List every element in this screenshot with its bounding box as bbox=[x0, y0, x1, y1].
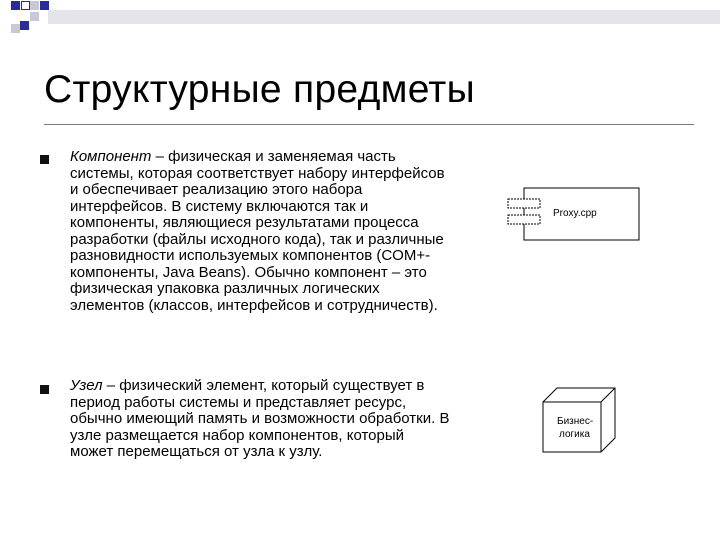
term-node: Узел bbox=[70, 377, 103, 394]
decor-square-outline bbox=[22, 2, 30, 10]
node-diagram bbox=[535, 380, 625, 455]
component-port-top bbox=[508, 199, 540, 208]
component-diagram bbox=[500, 180, 645, 245]
bullet-marker-1 bbox=[40, 155, 49, 164]
slide-title: Структурные предметы bbox=[44, 68, 475, 111]
node-label-line1: Бизнес- bbox=[557, 416, 594, 427]
decor-top-bar bbox=[48, 10, 720, 24]
title-divider bbox=[44, 124, 694, 125]
component-port-bottom bbox=[508, 215, 540, 224]
bullet-text-node bbox=[70, 378, 450, 461]
decor-square-light-2 bbox=[30, 12, 39, 21]
decor-square-dark-2 bbox=[40, 1, 49, 10]
decor-square-light-3 bbox=[11, 24, 20, 33]
definition-node: – физический элемент, который существует в период работы системы и представляет ресурс, обычно имеющий память и возможности обработки. В узле размещается набор компонентов, который может перемещаться от узла к узлу. bbox=[70, 377, 450, 460]
definition-component: – физическая и заменяемая часть системы, которая соответствует набору интерфейсов и обеспечивает реализацию этого набора интерфейсов. В систему включаются так и компоненты, являющиеся результатами процесса разработки (файлы исходного кода), так и различные разновидности используемых компонентов (COM+-компоненты, Java Beans). Обычно компонент – это физическая упаковка различных логических элементов (классов, интерфейсов и сотрудничеств). bbox=[70, 148, 445, 314]
bullet-text-component bbox=[70, 149, 450, 314]
term-component: Компонент bbox=[70, 148, 152, 165]
node-label-line2: логика bbox=[559, 429, 590, 440]
decor-square-light bbox=[30, 1, 39, 10]
bullet-marker-2 bbox=[40, 385, 49, 394]
decorative-header bbox=[0, 0, 720, 40]
decor-square-dark bbox=[11, 1, 20, 10]
decor-square-dark-3 bbox=[20, 21, 29, 30]
component-label: Proxy.cpp bbox=[553, 208, 597, 219]
